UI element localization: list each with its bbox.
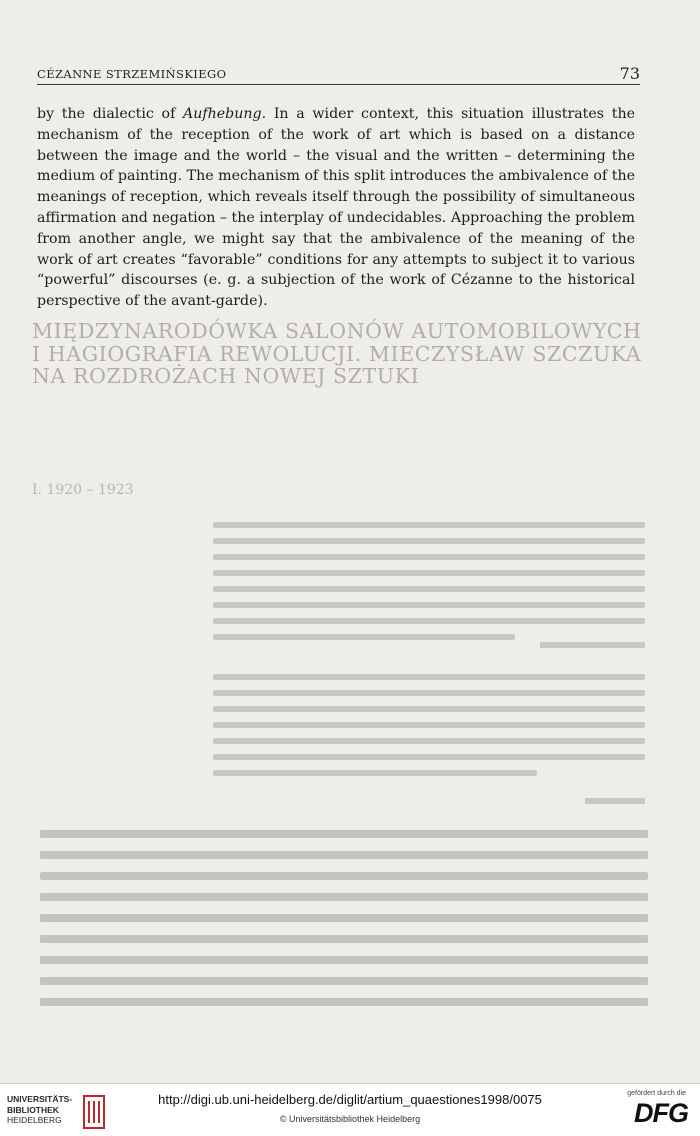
italic-term: Aufhebung <box>183 106 262 122</box>
page-url-link[interactable]: http://digi.ub.uni-heidelberg.de/diglit/artium_quaestiones1998/0075 <box>158 1092 542 1107</box>
paragraph-text-rest: . In a wider context, this situation illustrates the mechanism of the reception of the work of art which is based on a distance between the image and the world – the visual and the written – determining the medium of painting. The mechanism of this split introduces the ambivalence of the meanings of reception, which reveals itself through the possibility of simultaneous affirmation and negation – the interplay of undecidables. Approaching the problem from another angle, we might say that the ambivalence of the meaning of the work of art creates “favorable” conditions for any attempts to subject it to various “powerful” discourses (e. g. a subjection of the work of Cézanne to the historical perspective of the avant-garde). <box>37 106 635 310</box>
library-name-line-3: HEIDELBERG <box>7 1115 62 1125</box>
dfg-logo: DFG <box>634 1098 688 1128</box>
copyright-notice: © Universitätsbibliothek Heidelberg <box>279 1114 421 1124</box>
show-through-quote-2 <box>213 674 645 786</box>
body-paragraph <box>37 104 635 312</box>
running-header <box>37 62 640 85</box>
digital-library-footer <box>0 1083 700 1136</box>
show-through-signature-2 <box>585 798 645 804</box>
dfg-caption: gefördert durch die <box>627 1090 686 1097</box>
library-name-line-2: BIBLIOTHEK <box>7 1104 59 1115</box>
running-title: CÉZANNE STRZEMIŃSKIEGO <box>37 67 227 81</box>
show-through-body-text <box>40 830 648 1019</box>
page-number: 73 <box>619 64 640 83</box>
library-name-line-1: UNIVERSITÄTS- <box>7 1094 73 1104</box>
show-through-signature-1 <box>540 642 645 648</box>
show-through-quote-1 <box>213 522 645 650</box>
paragraph-text-start: by the dialectic of <box>37 106 184 122</box>
show-through-title: MIĘDZYNARODÓWKA SALONÓW AUTOMOBILOWYCH I HAGIOGRAFIA REWOLUCJI. MIECZYSŁAW SZCZUKA NA ROZDROŻACH NOWEJ SZTUKI <box>32 319 642 388</box>
show-through-section-number: I. 1920 – 1923 <box>32 482 134 498</box>
